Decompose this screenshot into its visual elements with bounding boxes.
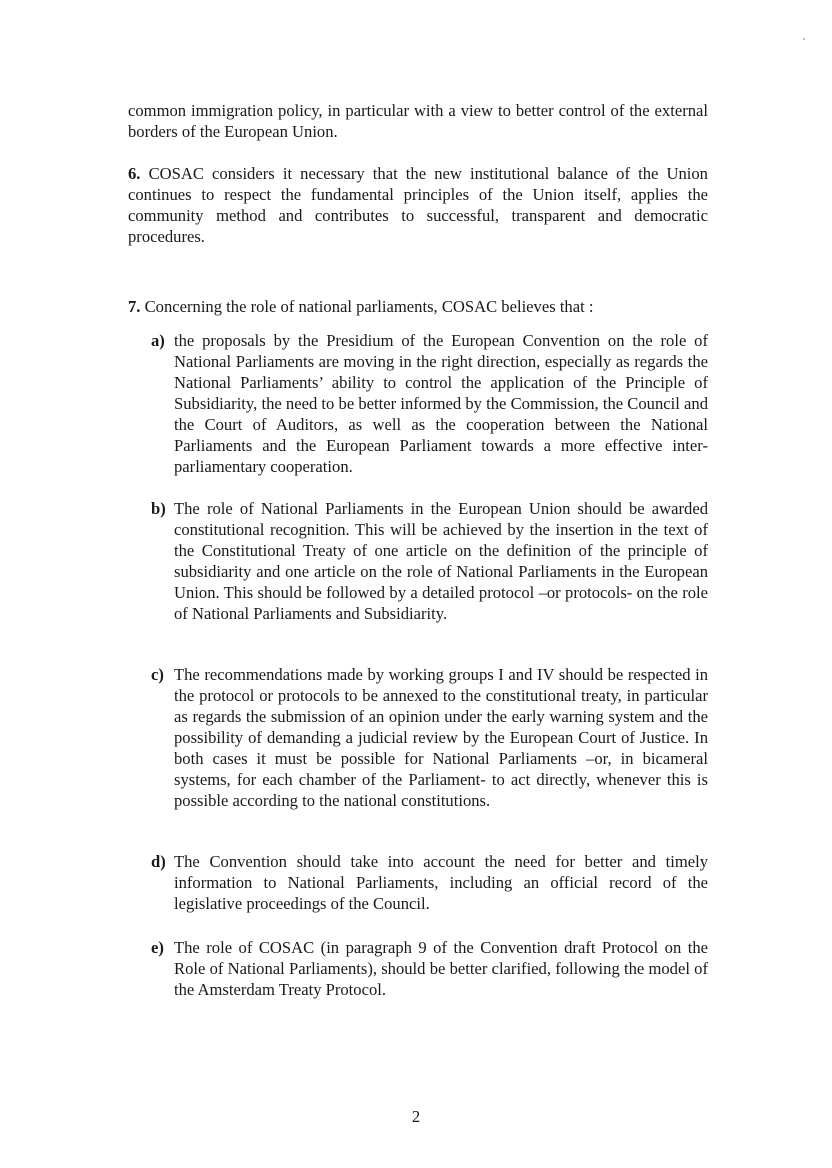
list-marker: b) [151,499,166,518]
page-number: 2 [411,1107,421,1126]
paragraph-text: Concerning the role of national parliaments, COSAC believes that : [144,297,594,316]
list-item-text: The Convention should take into account the need for better and timely information to National Parliaments, including an official record of the legislative proceedings of the Council. [174,852,708,913]
list-marker: c) [151,665,164,684]
list-marker: a) [151,331,165,350]
list-item-text: The recommendations made by working groups I and IV should be respected in the protocol or protocols to be annexed to the constitutional treaty, in particular as regards the submission of an opinion under the early warning system and the possibility of demanding a judicial review by the European Court of Justice. In both cases it must be possible for National Parliaments –or, in bicameral systems, for each chamber of the Parliament- to act directly, whenever this is possible according to the national constitutions. [174,665,708,810]
list-item-b [151,498,708,624]
list-item-text: the proposals by the Presidium of the European Convention on the role of National Parliaments are moving in the right direction, especially as regards the National Parliaments’ ability to control the application of the Principle of Subsidiarity, the need to be better informed by the Commission, the Council and the Court of Auditors, as well as the cooperation between the National Parliaments and the European Parliament towards a more effective inter-parliamentary cooperation. [174,331,708,476]
list-item-e [151,937,708,1000]
paragraph-number: 7. [128,297,141,316]
scan-speck [803,38,805,40]
paragraph-number: 6. [128,164,141,183]
paragraph-7 [128,296,708,317]
list-marker: e) [151,938,164,957]
list-item-a [151,330,708,477]
list-marker: d) [151,852,166,871]
list-item-c [151,664,708,811]
list-item-d [151,851,708,914]
list-item-text: The role of National Parliaments in the European Union should be awarded constitutional recognition. This will be achieved by the insertion in the text of the Constitutional Treaty of one article on the definition of the principle of subsidiarity and one article on the role of National Parliaments in the European Union. This should be followed by a detailed protocol –or protocols- on the role of National Parliaments and Subsidiarity. [174,499,708,623]
paragraph-text: COSAC considers it necessary that the new institutional balance of the Union continues to respect the fundamental principles of the Union itself, applies the community method and contributes to successful, transparent and democratic procedures. [128,164,708,246]
paragraph-6 [128,163,708,247]
list-item-text: The role of COSAC (in paragraph 9 of the Convention draft Protocol on the Role of National Parliaments), should be better clarified, following the model of the Amsterdam Treaty Protocol. [174,938,708,999]
paragraph-continuation: common immigration policy, in particular with a view to better control of the external borders of the European Union. [128,101,708,141]
